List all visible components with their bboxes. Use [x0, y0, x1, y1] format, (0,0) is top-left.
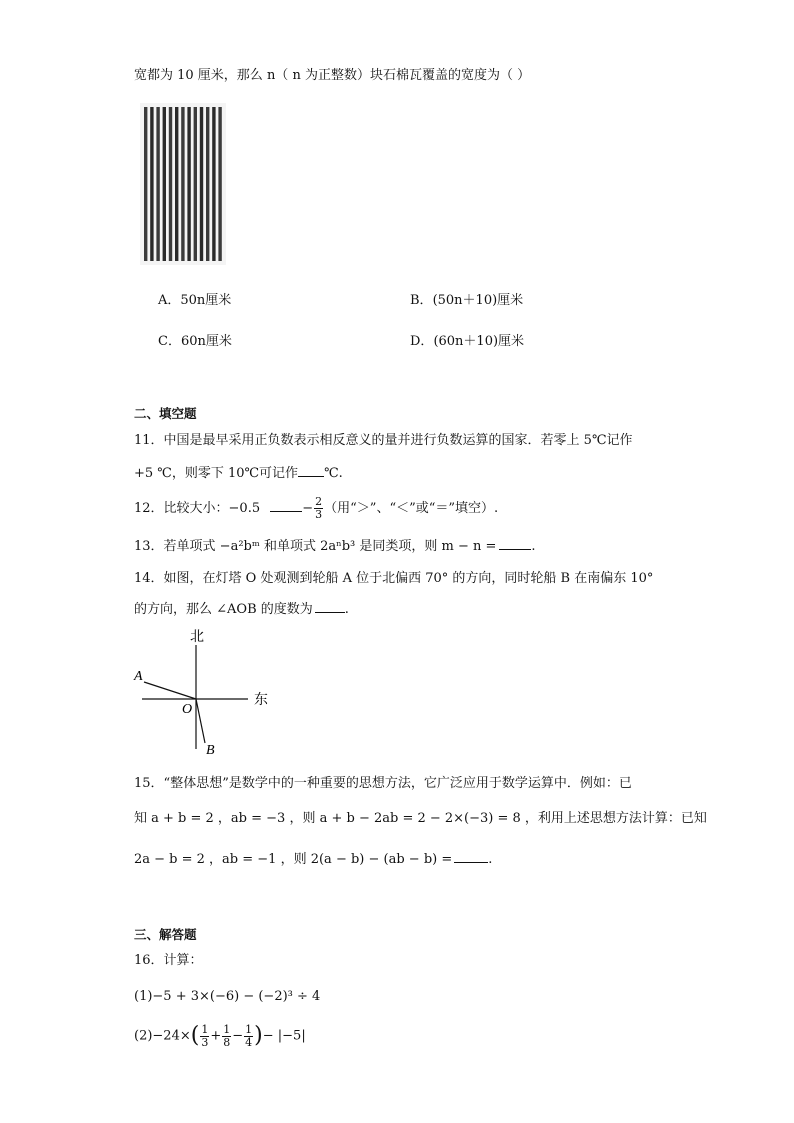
east-label: 东 [254, 692, 268, 708]
q11-line2: +5 ℃，则零下 10℃可记作 [134, 466, 299, 481]
answer-blank [454, 850, 488, 863]
option-b-text: (50n＋10)厘米 [432, 293, 524, 308]
answer-blank [499, 537, 531, 550]
fraction-one-third: $\frac{1}{3}$ [201, 1022, 209, 1049]
tile-stripe [163, 107, 166, 261]
minus-sign: − [302, 501, 314, 516]
answer-blank [270, 499, 302, 512]
ray-oa [144, 682, 196, 699]
fraction-two-thirds: $\frac{2}{3}$ [315, 495, 323, 521]
tile-stripe [200, 107, 203, 261]
q12-suffix: （用“＞”、“＜”或“＝”填空）. [324, 501, 499, 516]
north-label: 北 [190, 629, 204, 645]
q15-line2: 知 a + b = 2 ，ab = −3 ，则 a + b − 2ab = 2 − 2×(−3) = 8 ，利用上述思想方法计算：已知 [134, 811, 707, 826]
section-title-fill-in: 二、填空题 [134, 406, 197, 421]
option-a-label: A． [158, 293, 181, 308]
option-b-label: B． [410, 293, 433, 308]
q15-line1: 15．“整体思想”是数学中的一种重要的思想方法，它广泛应用于数学运算中．例如：已 [134, 776, 632, 791]
section-title-solve: 三、解答题 [134, 927, 197, 942]
tile-stripe [206, 107, 209, 261]
tile-stripe [181, 107, 184, 261]
option-d-text: (60n＋10)厘米 [433, 334, 525, 349]
tile-stripe [218, 107, 221, 261]
q16-part1: (1)−5 + 3×(−6) − (−2)³ ÷ 4 [134, 989, 321, 1004]
tile-stripe [175, 107, 178, 261]
q14-line2: 的方向，那么 ∠AOB 的度数为 [134, 602, 313, 617]
fraction-one-quarter: $\frac{1}{4}$ [245, 1022, 253, 1049]
compass-figure [128, 625, 278, 760]
tile-stripe [212, 107, 215, 261]
option-a-text: 50n厘米 [180, 293, 232, 308]
tile-stripe [156, 107, 159, 261]
tile-stripe [150, 107, 153, 261]
q14-line1: 14．如图，在灯塔 O 处观测到轮船 A 位于北偏西 70° 的方向，同时轮船 B 在南偏东 10° [134, 571, 654, 586]
q11-unit: ℃. [324, 466, 343, 481]
point-b-label: B [206, 743, 215, 758]
option-d-label: D． [410, 334, 434, 349]
option-c-text: 60n厘米 [180, 334, 232, 349]
q10-stem: 宽都为 10 厘米，那么 n（ n 为正整数）块石棉瓦覆盖的宽度为（ ） [134, 68, 531, 83]
ray-ob [196, 699, 205, 743]
q16-part2: (2)−24×( $\frac{1}{3}$ + $\frac{1}{8}$ − $\frac{1}{4}$ )− |−5| [134, 1022, 306, 1049]
q16-title: 16．计算： [134, 953, 203, 968]
q13-text: 13．若单项式 −a²bᵐ 和单项式 2aⁿb³ 是同类项，则 m − n = [134, 539, 497, 554]
answer-blank [298, 464, 324, 477]
asbestos-tiles-photo [140, 103, 226, 265]
tile-stripe [187, 107, 190, 261]
q15-line3: 2a − b = 2 ，ab = −1 ，则 2(a − b) − (ab − b) = [134, 852, 453, 867]
point-o-label: O [182, 702, 193, 717]
tile-stripe [169, 107, 172, 261]
q11-line1: 11．中国是最早采用正负数表示相反意义的量并进行负数运算的国家．若零上 5℃记作 [134, 433, 633, 448]
q12-prefix: 12．比较大小：−0.5 [134, 501, 261, 516]
option-c-label: C． [158, 334, 181, 349]
tile-stripe [144, 107, 147, 261]
point-a-label: A [134, 669, 143, 684]
fraction-one-eighth: $\frac{1}{8}$ [223, 1022, 231, 1049]
tile-stripe [194, 107, 197, 261]
answer-blank [315, 600, 345, 613]
